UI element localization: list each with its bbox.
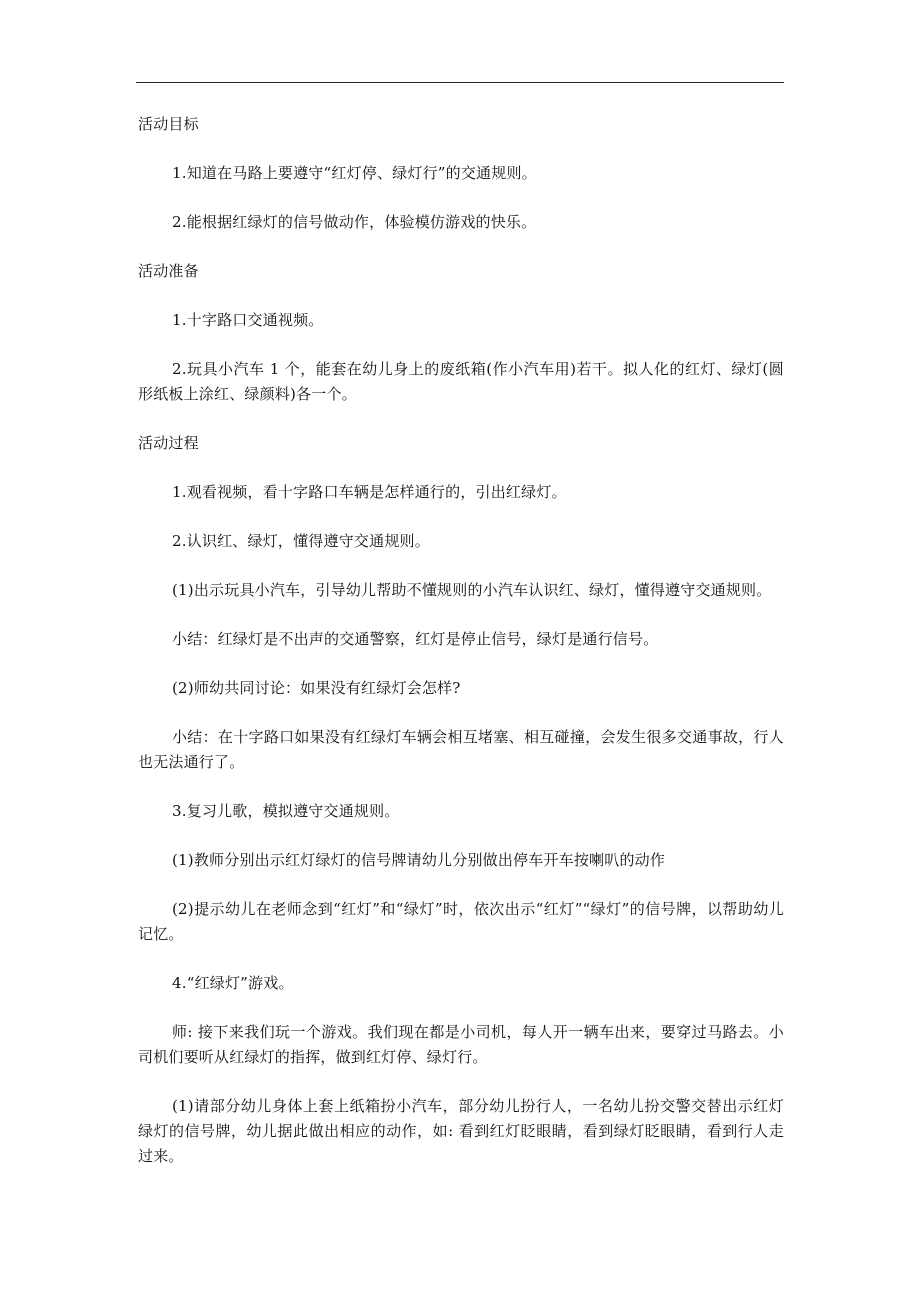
section-heading-preparation: 活动准备: [138, 262, 199, 280]
process-subitem-3-2: (2)提示幼儿在老师念到“红灯”和“绿灯”时，依次出示“红灯”“绿灯”的信号牌，以帮助幼儿记忆。: [138, 900, 784, 943]
teacher-dialogue: 师: 接下来我们玩一个游戏。我们现在都是小司机，每人开一辆车出来，要穿过马路去。小司机们要听从红绿灯的指挥，做到红灯停、绿灯行。: [138, 1023, 784, 1066]
document-body: [138, 112, 784, 1193]
process-subitem-4-1: (1)请部分幼儿身体上套上纸箱扮小汽车，部分幼儿扮行人，一名幼儿扮交警交替出示红灯绿灯的信号牌，幼儿据此做出相应的动作，如: 看到红灯眨眼睛，看到绿灯眨眼睛，看到行人走过来。: [138, 1097, 784, 1165]
section-heading-goals: 活动目标: [138, 115, 199, 133]
summary-2: 小结：在十字路口如果没有红绿灯车辆会相互堵塞、相互碰撞，会发生很多交通事故，行人也无法通行了。: [138, 728, 784, 771]
goal-item-2: 2.能根据红绿灯的信号做动作，体验模仿游戏的快乐。: [172, 213, 537, 231]
process-item-2: 2.认识红、绿灯，懂得遵守交通规则。: [172, 532, 430, 550]
summary-1: 小结：红绿灯是不出声的交通警察，红灯是停止信号，绿灯是通行信号。: [172, 630, 659, 648]
process-subitem-3-1: (1)教师分别出示红灯绿灯的信号牌请幼儿分别做出停车开车按喇叭的动作: [172, 851, 666, 869]
process-item-4: 4.“红绿灯”游戏。: [172, 974, 294, 992]
process-subitem-2-2: (2)师幼共同讨论：如果没有红绿灯会怎样?: [172, 679, 461, 697]
prep-item-2: 2.玩具小汽车 1 个，能套在幼儿身上的废纸箱(作小汽车用)若干。拟人化的红灯、绿灯(圆形纸板上涂红、绿颜料)各一个。: [138, 360, 784, 403]
prep-item-1: 1.十字路口交通视频。: [172, 311, 324, 329]
section-heading-process: 活动过程: [138, 434, 199, 452]
goal-item-1: 1.知道在马路上要遵守“红灯停、绿灯行”的交通规则。: [172, 164, 537, 182]
process-item-3: 3.复习儿歌，模拟遵守交通规则。: [172, 802, 400, 820]
process-item-1: 1.观看视频，看十字路口车辆是怎样通行的，引出红绿灯。: [172, 483, 567, 501]
process-subitem-2-1: (1)出示玩具小汽车，引导幼儿帮助不懂规则的小汽车认识红、绿灯，懂得遵守交通规则。: [172, 581, 772, 599]
header-rule: [136, 82, 784, 83]
